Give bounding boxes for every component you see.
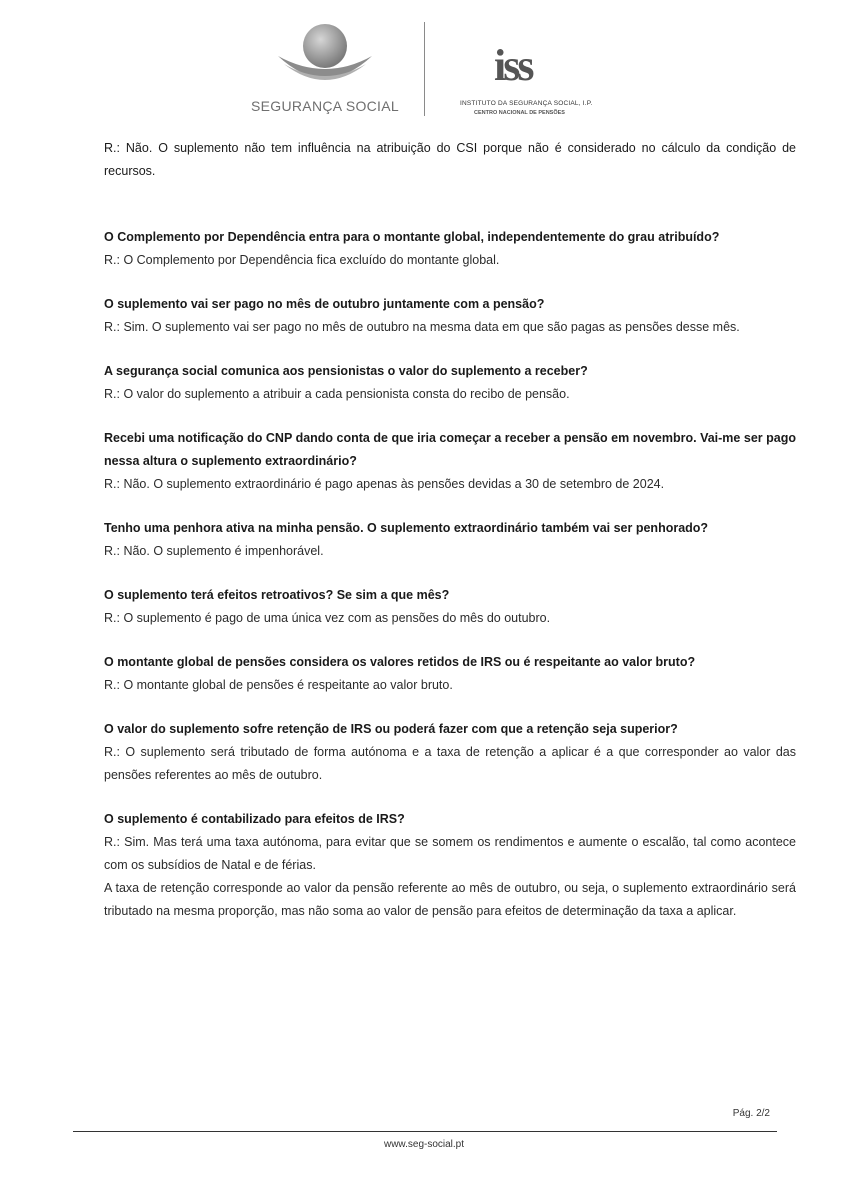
faq-question: O montante global de pensões considera os valores retidos de IRS ou é respeitante ao valor bruto? [104, 655, 696, 669]
header-divider [424, 22, 425, 116]
faq-item [104, 718, 796, 787]
faq-item [104, 427, 796, 496]
seguranca-social-logo-text: SEGURANÇA SOCIAL [251, 98, 399, 114]
faq-item [104, 226, 796, 272]
faq-answer: R.: Sim. O suplemento vai ser pago no mês de outubro na mesma data em que são pagas as pensões desse mês. [104, 320, 740, 334]
footer-divider [73, 1131, 777, 1132]
faq-answer-continuation: A taxa de retenção corresponde ao valor da pensão referente ao mês de outubro, ou seja, o suplemento extraordinário será tributado na mesma proporção, mas não soma ao valor de pensão para efeitos de determinação da taxa a aplicar. [104, 881, 796, 918]
faq-question: O suplemento vai ser pago no mês de outubro juntamente com a pensão? [104, 297, 545, 311]
seguranca-social-logo [250, 18, 400, 123]
faq-item [104, 808, 796, 923]
faq-question: O suplemento terá efeitos retroativos? Se sim a que mês? [104, 588, 450, 602]
faq-answer: R.: O Complemento por Dependência fica excluído do montante global. [104, 253, 500, 267]
faq-question: Tenho uma penhora ativa na minha pensão. O suplemento extraordinário também vai ser penhorado? [104, 521, 709, 535]
document-body [104, 137, 796, 944]
faq-item [104, 584, 796, 630]
intro-answer: R.: Não. O suplemento não tem influência na atribuição do CSI porque não é considerado no cálculo da condição de recursos. [104, 141, 796, 178]
faq-question: O Complemento por Dependência entra para o montante global, independentemente do grau atribuído? [104, 230, 720, 244]
faq-answer: R.: Não. O suplemento extraordinário é pago apenas às pensões devidas a 30 de setembro de 2024. [104, 477, 665, 491]
faq-answer: R.: O montante global de pensões é respeitante ao valor bruto. [104, 678, 453, 692]
faq-answer: R.: Sim. Mas terá uma taxa autónoma, para evitar que se somem os rendimentos e aumente o escalão, tal como acontece com os subsídios de Natal e de férias. [104, 835, 796, 872]
faq-question: O valor do suplemento sofre retenção de IRS ou poderá fazer com que a retenção seja superior? [104, 722, 678, 736]
faq-item [104, 293, 796, 339]
faq-question: A segurança social comunica aos pensionistas o valor do suplemento a receber? [104, 364, 588, 378]
faq-question: O suplemento é contabilizado para efeitos de IRS? [104, 812, 405, 826]
faq-answer: R.: O suplemento é pago de uma única vez com as pensões do mês do outubro. [104, 611, 551, 625]
faq-answer: R.: O suplemento será tributado de forma autónoma e a taxa de retenção a aplicar é a que corresponder ao valor das pensões referentes ao mês de outubro. [104, 745, 796, 782]
iss-logo-department-name: CENTRO NACIONAL DE PENSÕES [474, 110, 565, 116]
iss-logo [448, 36, 598, 126]
seguranca-social-emblem-icon [270, 18, 380, 98]
footer-website: www.seg-social.pt [383, 1139, 465, 1150]
page-header [0, 18, 848, 123]
faq-item [104, 360, 796, 406]
faq-answer: R.: O valor do suplemento a atribuir a cada pensionista consta do recibo de pensão. [104, 387, 570, 401]
faq-item [104, 651, 796, 697]
page-number: Pág. 2/2 [732, 1108, 770, 1119]
faq-question: Recebi uma notificação do CNP dando conta de que iria começar a receber a pensão em novembro. Vai-me ser pago nessa altura o suplemento extraordinário? [104, 431, 796, 468]
faq-item [104, 517, 796, 563]
iss-logo-word: iss [494, 41, 532, 90]
iss-logo-institute-name: INSTITUTO DA SEGURANÇA SOCIAL, I.P. [460, 100, 593, 107]
faq-answer: R.: Não. O suplemento é impenhorável. [104, 544, 324, 558]
